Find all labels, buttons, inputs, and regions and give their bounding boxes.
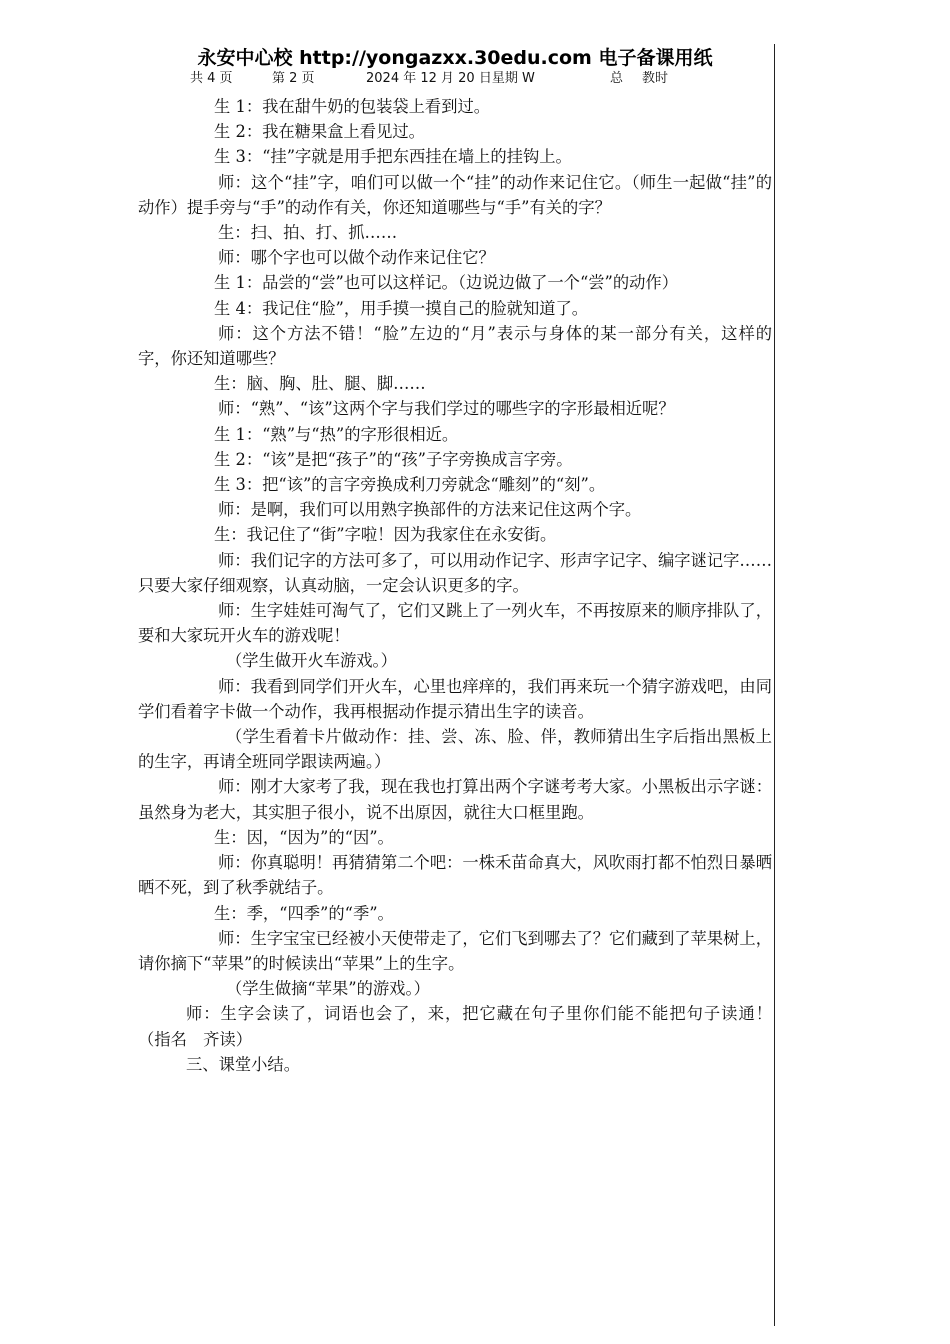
paragraph: 生：季，“四季”的“季”。: [214, 903, 394, 923]
paragraph: 生 2：“该”是把“孩子”的“孩”子字旁换成言字旁。: [214, 449, 573, 469]
page-meta-line: [190, 70, 750, 90]
paragraph: 生 1：品尝的“尝”也可以这样记。（边说边做了一个“尝”的动作）: [214, 273, 678, 293]
right-margin-rule: [774, 44, 775, 1326]
total-label: 总: [610, 71, 624, 86]
paragraph: 师：哪个字也可以做个动作来记住它？: [218, 248, 495, 268]
paragraph: 生：扫、拍、打、抓……: [218, 223, 398, 243]
paragraph: 师：我们记字的方法可多了，可以用动作记字、形声字记字、编字谜记字……只要大家仔细观察，认真动脑，一定会认识更多的字。: [138, 550, 772, 595]
paragraph: 生 4：我记住“脸”，用手摸一摸自己的脸就知道了。: [214, 298, 589, 318]
paragraph: 师：生字宝宝已经被小天使带走了，它们飞到哪去了？它们藏到了苹果树上，请你摘下“苹果”的时候读出“苹果”上的生字。: [138, 928, 772, 973]
paragraph: 师：刚才大家考了我，现在我也打算出两个字谜考考大家。小黑板出示字谜：虽然身为老大，其实胆子很小，说不出原因，就往大口框里跑。: [138, 777, 772, 822]
paragraph: 生 2：我在糖果盒上看见过。: [214, 122, 425, 142]
paragraph: 生 1：我在甜牛奶的包装袋上看到过。: [214, 97, 491, 116]
paragraph: 生：因，“因为”的“因”。: [214, 827, 394, 847]
paragraph: 生 1：“熟”与“热”的字形很相近。: [214, 424, 459, 444]
page-title: 永安中心校 http://yongazxx.30edu.com 电子备课用纸: [197, 47, 713, 69]
paragraph: 生：我记住了“街”字啦！因为我家住在永安街。: [214, 525, 557, 545]
paragraph: 师：生字会读了，词语也会了，来，把它藏在句子里你们能不能把句子读通！（指名 齐读）: [138, 1004, 772, 1049]
paragraph: 师：这个方法不错！“脸”左边的“月”表示与身体的某一部分有关，这样的字，你还知道哪些？: [138, 323, 772, 369]
paragraph: 师：你真聪明！再猜猜第二个吧：一株禾苗命真大，风吹雨打都不怕烈日暴晒晒不死，到了秋季就结子。: [138, 853, 772, 898]
paragraph: 师：我看到同学们开火车，心里也痒痒的，我们再来玩一个猜字游戏吧，由同学们看着字卡做一个动作，我再根据动作提示猜出生字的读音。: [138, 676, 772, 721]
paragraph: 师：是啊，我们可以用熟字换部件的方法来记住这两个字。: [218, 500, 642, 520]
paragraph: 生 3：把“该”的言字旁换成利刀旁就念“雕刻”的“刻”。: [214, 475, 606, 495]
page-number: 第 2 页: [272, 71, 315, 86]
paragraph: （学生做开火车游戏。）: [226, 651, 397, 671]
paragraph: 三、课堂小结。: [186, 1054, 300, 1074]
paragraph: （学生做摘“苹果”的游戏。）: [226, 979, 430, 999]
paragraph: 生：脑、胸、肚、腿、脚……: [214, 374, 426, 394]
paragraph: 生 3：“挂”字就是用手把东西挂在墙上的挂钩上。: [214, 147, 572, 167]
date-label: 2024 年 12 月 20 日星期 W: [366, 71, 535, 86]
paragraph: 师：“熟”、“该”这两个字与我们学过的哪些字的字形最相近呢？: [218, 399, 675, 419]
total-pages: 共 4 页: [190, 71, 233, 86]
paragraph: （学生看着卡片做动作：挂、尝、冻、脸、伴，教师猜出生字后指出黑板上的生字，再请全班同学跟读两遍。）: [138, 727, 772, 772]
paragraph: 师：这个“挂”字，咱们可以做一个“挂”的动作来记住它。（师生一起做“挂”的动作）提手旁与“手”的动作有关，你还知道哪些与“手”有关的字？: [138, 172, 772, 217]
lesson-body: [138, 94, 772, 1077]
lesson-label: 教时: [642, 71, 669, 86]
paragraph: 师：生字娃娃可淘气了，它们又跳上了一列火车，不再按原来的顺序排队了，要和大家玩开火车的游戏呢！: [138, 601, 772, 646]
